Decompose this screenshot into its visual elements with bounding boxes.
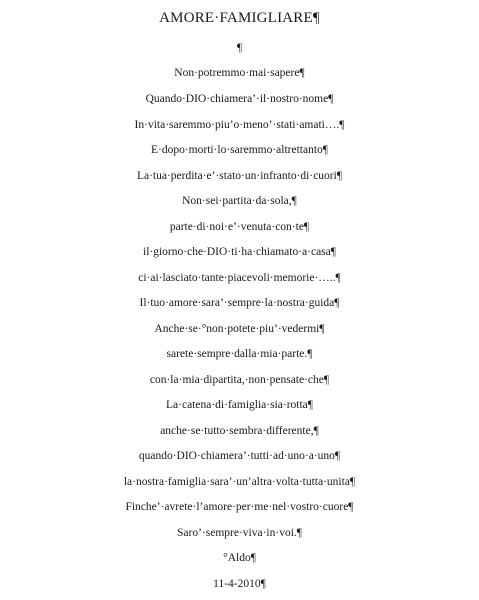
poem-line: Finche’·avrete·l’amore·per·me·nel·vostro·cuore¶ [125, 501, 354, 513]
poem-line: la·nostra·famiglia·sara’·un’altra·volta·tutta·unita¶ [123, 476, 356, 488]
poem-line: In·vita·saremmo·piu’o·meno’·stati·amati….¶ [134, 119, 345, 131]
poem-date: 11-4-2010¶ [213, 578, 266, 590]
poem-line: parte·di·noi·e’·venuta·con·te¶ [169, 221, 310, 233]
poem-line: quando·DIO·chiamera’·tutti·ad·uno·a·uno¶ [138, 450, 341, 462]
poem-line: E·dopo·morti·lo·saremmo·altrettanto¶ [150, 144, 328, 156]
poem-line: Quando·DIO·chiamera’·il·nostro·nome¶ [145, 93, 334, 105]
poem-line: anche·se·tutto·sembra·differente,¶ [160, 425, 319, 437]
poem-line: ¶ [236, 42, 243, 54]
poem-line: La·catena·di·famiglia·sia·rotta¶ [166, 399, 313, 411]
poem-line: Non·potremmo·mai·sapere¶ [174, 67, 305, 79]
poem-line: Non·sei·partita·da·sola,¶ [182, 195, 297, 207]
poem-line: La·tua·perdita·e’·stato·un·infranto·di·cuori¶ [136, 170, 343, 182]
poem-signature: °Aldo¶ [223, 552, 256, 564]
poem-line: Il·tuo·amore·sara’·sempre·la·nostra·guida¶ [139, 297, 340, 309]
poem-line: Anche·se·°non·potete·piu’·vedermi¶ [154, 323, 325, 335]
poem-line: Saro’·sempre·viva·in·voi.¶ [177, 527, 302, 539]
poem-line: sarete·sempre·dalla·mia·parte.¶ [166, 348, 313, 360]
poem-title: AMORE·FAMIGLIARE¶ [159, 10, 320, 26]
poem-line: ci·ai·lasciato·tante·piacevoli·memorie·…..¶ [138, 272, 341, 284]
poem-line: il·giorno·che·DIO·ti·ha·chiamato·a·casa¶ [143, 246, 336, 258]
poem-line: con·la·mia·dipartita,·non·pensate·che¶ [149, 374, 330, 386]
